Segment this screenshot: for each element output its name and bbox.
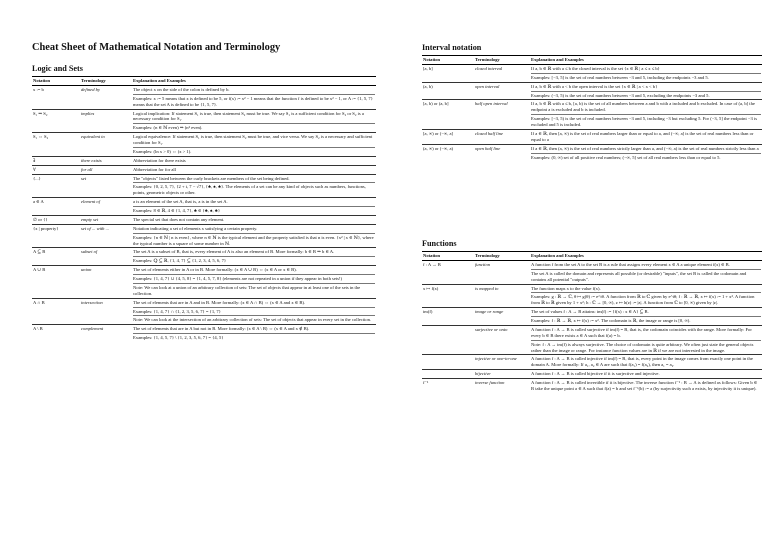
example-text: Note: f : A → im(f) is always surjective. The choice of codomain is quite arbitrary. We often just state the general objects rather than the image or range. For instance function values are in ℝ if we are not interested in the image. — [531, 340, 761, 354]
notation-cell: a ∈ A — [32, 198, 80, 216]
example-text: Examples: [−3, 5] is the set of real numbers between −3 and 5, including the endpoints −3 and 5. — [531, 73, 761, 81]
example-text: Examples: {1, 4, 7} ∩ {1, 2, 3, 5, 6, 7} = {1, 7} — [133, 307, 375, 315]
terminology-cell: union — [80, 266, 132, 299]
explanation-cell — [132, 156, 376, 165]
table-row — [422, 325, 762, 355]
table-row — [422, 355, 762, 370]
example-text: Note: We can look at the intersection of an arbitrary collection of sets: The set of objects that appear in every set in the collection. — [133, 315, 375, 323]
example-text: Examples: {1, 4, 7} ∪ {4, 5, 8} = {1, 4, 5, 7, 8} (elements are not repeated in a union if they appear in both sets!) — [133, 274, 375, 282]
explanation-cell — [132, 224, 376, 248]
terminology-cell: set of ... with ... — [80, 224, 132, 248]
example-text: Examples: {0, 2, 5, 7}, {2 + i, 7 − √7}, {♣, ♠, ♣}. The elements of a set can be any kind of objects such as numbers, functions, points, geometric objects or other. — [133, 182, 375, 196]
example-text: Examples: ℚ ⊆ ℝ, {1, 4, 7} ⊆ {1, 2, 3, 4, 5, 6, 7} — [133, 256, 375, 264]
terminology-cell: function — [474, 260, 530, 284]
explanation-text: Logical implication: If statement S₁ is true, then statement S₂ must be true. We say S₁ is a sufficient condition for S₂ or S₂ is a necessary condition for S₁. — [133, 110, 364, 122]
col-header-notation: Notation — [32, 77, 80, 86]
explanation-text: A function f : A → B is called injective if im(f) = B, that is, every point in the image comes from exactly one point in the domain A. More formally: If a₁, a₂ ∈ A are such that f(a₁) = f(a₂), then a₁ = a₂. — [531, 356, 753, 368]
notation-cell — [422, 325, 474, 355]
explanation-cell — [530, 144, 762, 161]
table-header-row — [422, 56, 762, 65]
left-column — [32, 0, 376, 342]
explanation-cell — [530, 100, 762, 130]
notation-cell: A ∩ B — [32, 298, 80, 325]
table-row — [32, 248, 376, 266]
explanation-cell — [132, 325, 376, 342]
notation-cell: x ↦ f(x) — [422, 284, 474, 308]
notation-cell: S₁ ⇒ S₂ — [32, 109, 80, 133]
notation-cell — [422, 370, 474, 379]
example-text: The set A is called the domain and represents all possible (or desirable) "inputs", the set B is called the codomain and contains all potential "outputs". — [531, 269, 761, 283]
terminology-cell: element of — [80, 198, 132, 216]
table-row — [32, 85, 376, 109]
terminology-cell: intersection — [80, 298, 132, 325]
explanation-cell — [132, 248, 376, 266]
terminology-cell: image or range — [474, 308, 530, 326]
table-row — [32, 133, 376, 157]
col-header-terminology: Terminology — [80, 77, 132, 86]
terminology-cell: subset of — [80, 248, 132, 266]
example-text: Examples: (0, ∞) set of all positive real numbers; (−∞, 5] set of all real numbers less than or equal to 5. — [531, 153, 761, 161]
terminology-cell: inverse function — [474, 379, 530, 393]
explanation-cell — [132, 215, 376, 224]
example-text: Examples: g : ℝ → ℂ, θ ↦ g(θ) := e^iθ. A function from ℝ to ℂ given by e^iθ; f : ℝ → ℝ, x ↦ f(x) := 1 + x². A function from ℝ to ℝ given by 1 + x²; h : ℂ → [0, ∞), z ↦ h(z) := |z|. A function from ℂ to [0, ∞) given by |z|. — [531, 292, 761, 306]
terminology-cell: complement — [80, 325, 132, 342]
terminology-cell: empty set — [80, 215, 132, 224]
col-header-explanation: Explanation and Examples — [132, 77, 376, 86]
notation-cell: A ∪ B — [32, 266, 80, 299]
notation-cell: [a, b) or (a, b] — [422, 100, 474, 130]
notation-cell — [422, 355, 474, 370]
table-row — [422, 260, 762, 284]
example-text: Note: We can look at a union of an arbitrary collection of sets: The set of objects that appear in at least one of the sets in the collection. — [133, 283, 375, 297]
explanation-cell — [132, 109, 376, 133]
notation-cell: f⁻¹ — [422, 379, 474, 393]
explanation-text: The special set that does not contain any element. — [133, 216, 225, 222]
explanation-text: The set of elements either in A or in B. More formally: (x ∈ A ∪ B) ⇔ (x ∈ A or x ∈ B). — [133, 267, 297, 273]
notation-cell: ∀ — [32, 165, 80, 174]
explanation-cell — [530, 284, 762, 308]
explanation-text: The function maps x to the value f(x). — [531, 285, 601, 291]
explanation-cell — [530, 370, 762, 379]
explanation-text: Logical equivalence: If statement S₁ is true, then statement S₂ must be true, and vice versa. We say S₂ is a necessary and sufficient condition for S₁. — [133, 134, 373, 145]
terminology-cell: set — [80, 174, 132, 198]
terminology-cell: injective or one-to-one — [474, 355, 530, 370]
notation-cell: (a, ∞) or (−∞, a) — [422, 144, 474, 161]
terminology-cell: surjective or onto — [474, 325, 530, 355]
terminology-cell: bijective — [474, 370, 530, 379]
explanation-cell — [132, 266, 376, 299]
col-header-terminology: Terminology — [474, 56, 530, 65]
table-row — [32, 266, 376, 299]
notation-cell: ∅ or {} — [32, 215, 80, 224]
interval-notation-heading: Interval notation — [422, 43, 482, 52]
example-text: Examples: {1, 4, 5, 7} \ {1, 2, 3, 5, 6, 7} = {4, 5} — [133, 333, 375, 341]
terminology-cell: closed interval — [474, 64, 530, 82]
terminology-cell: open half line — [474, 144, 530, 161]
explanation-cell — [530, 129, 762, 144]
table-row — [32, 215, 376, 224]
explanation-cell — [530, 325, 762, 355]
explanation-text: Abbreviation for for all — [133, 166, 176, 172]
terminology-cell: there exists — [80, 156, 132, 165]
terminology-cell: equivalent to — [80, 133, 132, 157]
explanation-cell — [132, 133, 376, 157]
terminology-cell: defined by — [80, 85, 132, 109]
table-row — [422, 100, 762, 130]
table-row — [422, 144, 762, 161]
explanation-text: If a, b ∈ ℝ with a ≤ b the closed interval is the set {x ∈ ℝ | a ≤ x ≤ b} — [531, 65, 660, 71]
example-text: Examples: {n ∈ ℕ | n is even}, where n ∈ ℕ is the typical element and the property satisfied is that n is even. {x² | x ∈ ℕ}, where the typical number is a square of some number in ℕ. — [133, 234, 374, 246]
notation-cell: x := b — [32, 85, 80, 109]
col-header-terminology: Terminology — [474, 252, 530, 261]
explanation-text: If a ∈ ℝ, then [a, ∞) is the set of real numbers larger than or equal to a, and (−∞, a] is the set of real numbers less than or equal to a — [531, 130, 754, 142]
example-text: Examples: (ln x > 0) ⇔ (x > 1). — [133, 147, 375, 155]
example-text: Examples: (−3, 5) is the set of real numbers between −3 and 5, excluding the endpoints −3 and 5. — [531, 91, 761, 99]
notation-cell: A \ B — [32, 325, 80, 342]
col-header-notation: Notation — [422, 252, 474, 261]
logic-sets-heading: Logic and Sets — [32, 64, 83, 73]
terminology-cell: open interval — [474, 82, 530, 100]
explanation-text: The "objects" listed between the curly brackets are members of the set being defined. — [133, 175, 290, 181]
table-row — [422, 284, 762, 308]
table-row — [32, 165, 376, 174]
terminology-cell: closed half line — [474, 129, 530, 144]
explanation-cell — [530, 308, 762, 326]
explanation-cell — [530, 82, 762, 100]
table-row — [32, 109, 376, 133]
explanation-text: a is an element of the set A, that is, a is in the set A. — [133, 199, 228, 205]
example-text: Examples: f : ℝ → ℝ, x ↦ f(x) := x². The codomain is ℝ, the image or range is [0, ∞). — [531, 316, 761, 324]
terminology-cell: half open interval — [474, 100, 530, 130]
explanation-cell — [132, 85, 376, 109]
example-text: Examples: (n ∈ ℕ even) ⇒ (n² even). — [133, 123, 375, 131]
terminology-cell: is mapped to — [474, 284, 530, 308]
col-header-explanation: Explanation and Examples — [530, 252, 762, 261]
table-row — [422, 64, 762, 82]
table-row — [422, 370, 762, 379]
col-header-notation: Notation — [422, 56, 474, 65]
notation-cell: {...} — [32, 174, 80, 198]
example-text: Examples: [−3, 5) is the set of real numbers between −3 and 5, including −3 but excluding 5. For (−3, 5] the endpoint −3 is excluded and 5 is included. — [531, 114, 761, 128]
explanation-text: The object x on the side of the colon is defined by b. — [133, 86, 230, 92]
table-row — [422, 308, 762, 326]
explanation-cell — [530, 260, 762, 284]
table-row — [422, 379, 762, 393]
example-text: Examples: x := 5 means that x is defined to be 5, or f(x) := x² − 1 means that the function f is defined to be x² − 1, or A := {1, 5, 7} means that the set A is defined to be {1, 5, 7}. — [133, 94, 375, 108]
notation-cell: {x | property} — [32, 224, 80, 248]
table-row — [32, 298, 376, 325]
explanation-cell — [530, 379, 762, 393]
table-row — [32, 224, 376, 248]
notation-cell: (a, b) — [422, 82, 474, 100]
explanation-text: The set of elements that are in A and in B. More formally: (x ∈ A ∩ B) ⇔ (x ∈ A and x ∈ B). — [133, 299, 306, 305]
explanation-text: If a ∈ ℝ, then (a, ∞) is the set of real numbers strictly larger than a, and (−∞, a) is the set of real numbers strictly less than a — [531, 145, 759, 151]
table-row — [32, 156, 376, 165]
explanation-text: The set of values f : A → B attains: im(f) := {f(x) : x ∈ A} ⊆ B. — [531, 309, 649, 315]
table-row — [32, 198, 376, 216]
col-header-explanation: Explanation and Examples — [530, 56, 762, 65]
notation-cell: A ⊆ B — [32, 248, 80, 266]
explanation-cell — [530, 64, 762, 82]
table-row — [422, 82, 762, 100]
explanation-text: A function f : A → B is called bijective if it is surjective and injective. — [531, 371, 660, 377]
interval-table — [422, 55, 762, 161]
explanation-cell — [132, 174, 376, 198]
explanation-text: The set of elements that are in A but not in B. More formally: (x ∈ A \ B) ⇔ (x ∈ A and x ∉ B). — [133, 326, 310, 332]
notation-cell: [a, b] — [422, 64, 474, 82]
explanation-cell — [132, 198, 376, 216]
logic-sets-table — [32, 76, 376, 342]
terminology-cell: implies — [80, 109, 132, 133]
table-row — [422, 129, 762, 144]
explanation-text: A function f : A → B is called invertible if it is bijective. The inverse function f⁻¹ : B → A is defined as follows: Given b ∈ B take the unique point a ∈ A such that f(a) = b and set f⁻¹(b) := a (by surjectivity such a exists, by injectivity it is unique). — [531, 380, 758, 391]
functions-heading: Functions — [422, 239, 457, 248]
explanation-text: If a, b ∈ ℝ with a < b the open interval is the set {x ∈ ℝ | a < x < b} — [531, 83, 658, 89]
explanation-cell — [132, 165, 376, 174]
notation-cell: [a, ∞) or (−∞, a] — [422, 129, 474, 144]
notation-cell: S₁ ⇔ S₂ — [32, 133, 80, 157]
notation-cell: im(f) — [422, 308, 474, 326]
explanation-text: If a, b ∈ ℝ with a ≤ b, [a, b) is the set of all numbers between a and b with a included and b excluded. In case of (a, b] the endpoint a is excluded and b is included. — [531, 101, 755, 113]
functions-table — [422, 251, 762, 393]
terminology-cell: for all — [80, 165, 132, 174]
notation-cell: f : A → B — [422, 260, 474, 284]
table-row — [32, 325, 376, 342]
explanation-text: Notation indicating a set of elements x satisfying a certain property. — [133, 225, 258, 231]
explanation-text: Abbreviation for there exists — [133, 157, 186, 163]
example-text: Examples: 8 ∈ ℝ, 4 ∈ {1, 4, 7}, ♣ ∈ {♣, ♠, ♣} — [133, 206, 375, 214]
explanation-text: The set A is a subset of B, that is, every element of A is also an element of B. More formally: b ∈ B ⇒ b ∈ A. — [133, 249, 335, 255]
page-title: Cheat Sheet of Mathematical Notation and Terminology — [32, 42, 281, 53]
explanation-text: A function f : A → B is called surjective if im(f) = B, that is, the codomain coincides with the range. More formally: For every b ∈ B there exists a ∈ A such that f(a) = b. — [531, 326, 752, 338]
table-header-row — [32, 77, 376, 86]
table-header-row — [422, 252, 762, 261]
explanation-text: A function f from the set A to the set B is a rule that assigns every element x ∈ A a unique element f(x) ∈ B. — [531, 261, 730, 267]
table-row — [32, 174, 376, 198]
explanation-cell — [132, 298, 376, 325]
notation-cell: ∃ — [32, 156, 80, 165]
explanation-cell — [530, 355, 762, 370]
